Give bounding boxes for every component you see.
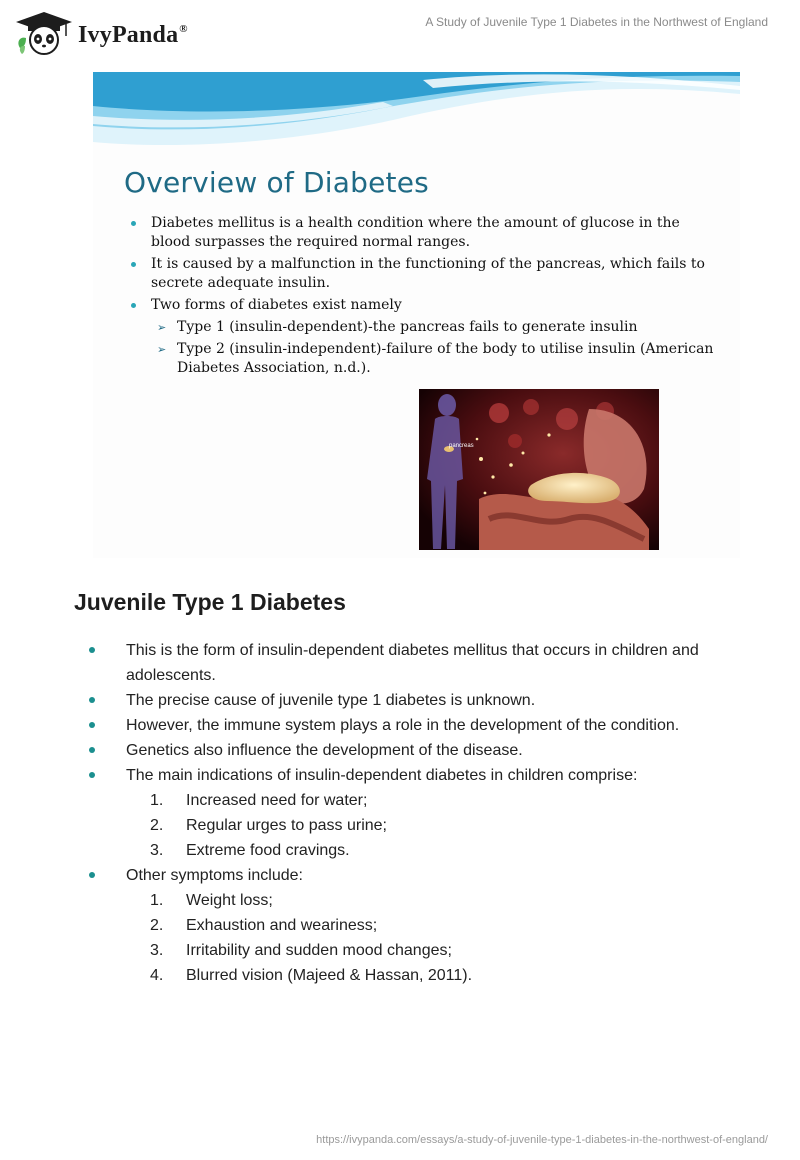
pancreas-anatomy-image bbox=[419, 389, 659, 550]
list-item: The precise cause of juvenile type 1 diabetes is unknown. bbox=[86, 688, 746, 713]
list-item: Genetics also influence the development of the disease. bbox=[86, 738, 746, 763]
slide-sub-bullet: ➢ Type 2 (insulin-independent)-failure of the body to utilise insulin (American Diabetes Association, n.d.). bbox=[157, 341, 714, 376]
bullet-dot-icon bbox=[89, 872, 95, 878]
list-item: This is the form of insulin-dependent diabetes mellitus that occurs in children and adolescents. bbox=[86, 638, 746, 688]
bullet-dot-icon bbox=[89, 722, 95, 728]
document-title: A Study of Juvenile Type 1 Diabetes in the Northwest of England bbox=[425, 15, 768, 29]
slide-bullet-list bbox=[129, 214, 719, 381]
numbered-item: 1. Weight loss; bbox=[150, 892, 273, 909]
slide-wave-banner bbox=[93, 72, 740, 152]
bullet-dot-icon bbox=[89, 772, 95, 778]
indications-list bbox=[126, 788, 746, 863]
bullet-dot-icon bbox=[131, 262, 136, 267]
numbered-item: 2. Regular urges to pass urine; bbox=[150, 817, 387, 834]
main-bullet-list bbox=[86, 638, 746, 988]
slide-title: Overview of Diabetes bbox=[124, 166, 429, 199]
arrowhead-icon: ➢ bbox=[157, 321, 167, 334]
bullet-dot-icon bbox=[89, 697, 95, 703]
bullet-dot-icon bbox=[131, 303, 136, 308]
slide-bullet: Two forms of diabetes exist namely ➢ Type 1 (insulin-dependent)-the pancreas fails to generate insulin ➢ Type 2 (insulin-independent)-failure of the body to utilise insulin (American Diabetes Association, n.d.). bbox=[129, 296, 719, 378]
page-header bbox=[0, 0, 800, 60]
numbered-item: 4. Blurred vision (Majeed & Hassan, 2011). bbox=[150, 967, 473, 984]
panda-graduate-icon bbox=[14, 10, 74, 56]
arrowhead-icon: ➢ bbox=[157, 343, 167, 356]
numbered-item: 1. Increased need for water; bbox=[150, 792, 368, 809]
source-url-link[interactable]: https://ivypanda.com/essays/a-study-of-juvenile-type-1-diabetes-in-the-northwest-of-england/ bbox=[316, 1134, 768, 1146]
slide-sub-list bbox=[157, 318, 719, 378]
slide-image bbox=[93, 72, 740, 558]
numbered-item: 2. Exhaustion and weariness; bbox=[150, 917, 378, 934]
slide-sub-bullet: ➢ Type 1 (insulin-dependent)-the pancreas fails to generate insulin bbox=[157, 319, 638, 335]
bullet-dot-icon bbox=[89, 647, 95, 653]
slide-bullet: Diabetes mellitus is a health condition where the amount of glucose in the blood surpasses the required normal ranges. bbox=[129, 214, 719, 252]
section-title: Juvenile Type 1 Diabetes bbox=[74, 589, 346, 615]
list-item: However, the immune system plays a role in the development of the condition. bbox=[86, 713, 746, 738]
numbered-item: 3. Extreme food cravings. bbox=[150, 842, 350, 859]
symptoms-list bbox=[126, 888, 746, 988]
brand-name: IvyPanda® bbox=[78, 22, 188, 48]
bullet-dot-icon bbox=[131, 221, 136, 226]
bullet-dot-icon bbox=[89, 747, 95, 753]
pancreas-label: pancreas bbox=[449, 443, 474, 449]
slide-bullet: It is caused by a malfunction in the functioning of the pancreas, which fails to secrete adequate insulin. bbox=[129, 255, 719, 293]
numbered-item: 3. Irritability and sudden mood changes; bbox=[150, 942, 452, 959]
list-item: Other symptoms include: 1. Weight loss; 2. Exhaustion and weariness; 3. Irritability and sudden mood changes; 4. Blurred vision (Majeed & Hassan, 2011). bbox=[86, 863, 746, 988]
ivypanda-logo[interactable] bbox=[14, 10, 214, 58]
list-item: The main indications of insulin-dependent diabetes in children comprise: 1. Increased need for water; 2. Regular urges to pass urine; 3. Extreme food cravings. bbox=[86, 763, 746, 863]
